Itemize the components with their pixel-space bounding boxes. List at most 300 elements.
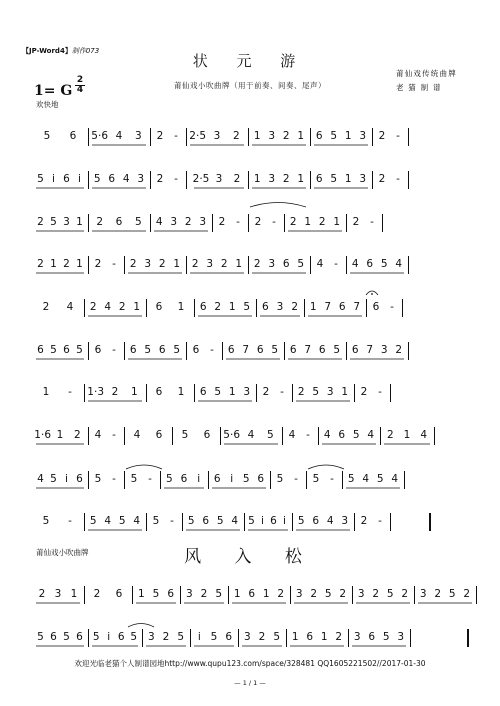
bar-line [282, 427, 283, 445]
note: 4 [155, 216, 163, 228]
note: 7 [242, 344, 250, 356]
note: 5 [271, 344, 279, 356]
bar-line [172, 427, 173, 445]
note: 4 [395, 258, 403, 270]
bar-line [284, 214, 285, 232]
note: 5 [352, 429, 360, 441]
bar-line [248, 128, 249, 146]
note: 1 [344, 173, 352, 185]
bar-line [84, 384, 85, 402]
note: 1·3 [87, 386, 105, 398]
note: 3 [397, 631, 405, 643]
note: 6 [227, 344, 235, 356]
bar-line [84, 513, 85, 531]
bar-line [182, 513, 183, 531]
note: - [112, 473, 116, 485]
note: 5 [380, 258, 388, 270]
note: 3 [353, 631, 361, 643]
note: 6 [63, 173, 70, 185]
key-signature: 1= G [34, 83, 73, 99]
bar-line [304, 299, 305, 317]
note: 3 [54, 588, 62, 600]
score-row [34, 515, 466, 545]
note: 5 [118, 515, 126, 527]
bar-line [318, 427, 319, 445]
note: - [210, 344, 214, 356]
note: 5 [50, 473, 57, 485]
bar-line [186, 171, 187, 189]
note: 1 [70, 588, 78, 600]
note: 5 [152, 515, 160, 527]
note: 4 [66, 301, 74, 313]
note: 1 [320, 631, 328, 643]
note: 1 [235, 258, 243, 270]
note: - [280, 386, 284, 398]
score-row [34, 473, 466, 503]
bar-line [408, 342, 409, 360]
note: 1 [177, 386, 185, 398]
note: 5 [297, 258, 305, 270]
note: i [65, 473, 68, 485]
note: 6 [315, 173, 323, 185]
note: 2 [162, 631, 170, 643]
note: 2 [200, 588, 208, 600]
note: 1 [304, 216, 312, 228]
note: 5 [248, 515, 255, 527]
bar-line [160, 471, 161, 489]
note: 6 [225, 631, 232, 643]
time-signature-bottom: 4 [76, 85, 84, 95]
note: 6 [129, 344, 137, 356]
note: 6 [203, 429, 211, 441]
note: 2 [89, 301, 97, 313]
header-tag-prefix: 【JP-Word4】 [22, 47, 72, 55]
bar-line [352, 586, 353, 604]
bar-line [284, 342, 285, 360]
note: 7 [366, 344, 374, 356]
note: 1 [56, 429, 64, 441]
bar-line [270, 471, 271, 489]
score-row [34, 173, 466, 203]
note: - [378, 386, 382, 398]
note: - [390, 301, 394, 313]
note: 5 [76, 344, 83, 356]
bar-line [88, 128, 89, 146]
bar-line [310, 171, 311, 189]
note: i [230, 473, 234, 485]
note: 2 [214, 301, 222, 313]
bar-line [88, 214, 89, 232]
bar-line [310, 256, 311, 274]
note: 4 [133, 515, 141, 527]
note: 5 [312, 386, 320, 398]
bar-line [142, 629, 143, 647]
note: 5 [210, 631, 218, 643]
bar-line [248, 171, 249, 189]
note: 5 [50, 344, 57, 356]
note: 1 [333, 216, 341, 228]
note: 4 [323, 429, 331, 441]
note: 4 [94, 429, 102, 441]
note: 2 [232, 130, 240, 142]
bar-line [354, 384, 355, 402]
note: 6 [167, 588, 174, 600]
note: - [396, 173, 400, 185]
note: 2 [291, 301, 298, 313]
note: - [334, 258, 338, 270]
note: 5 [266, 429, 274, 441]
score-row [34, 216, 466, 246]
note: 2 [111, 386, 119, 398]
note: 5 [50, 216, 57, 228]
note: 6 [366, 258, 374, 270]
note: 2 [156, 173, 164, 185]
note: 4 [362, 473, 370, 485]
note: 6 [155, 429, 163, 441]
note: 1 [76, 216, 83, 228]
note: 6 [117, 631, 125, 643]
note: 3 [268, 130, 276, 142]
bar-line [366, 299, 367, 317]
note: 2 [360, 386, 368, 398]
note: 4 [391, 473, 399, 485]
note: 3 [144, 258, 152, 270]
note: 4 [122, 173, 130, 185]
note: 3 [268, 258, 276, 270]
note: 1 [133, 301, 141, 313]
note: 5 [94, 473, 102, 485]
bar-line [208, 471, 209, 489]
note: 4 [104, 515, 112, 527]
note: 4 [133, 429, 141, 441]
note: 3 [215, 173, 223, 185]
note: 5 [173, 344, 181, 356]
note: 5 [181, 429, 189, 441]
bar-line [186, 256, 187, 274]
note: 1 [137, 588, 145, 600]
note: 2 [262, 386, 270, 398]
note: - [112, 429, 116, 441]
note: 4 [288, 429, 296, 441]
bar-line [346, 214, 347, 232]
bar-line [146, 513, 147, 531]
bar-line [180, 586, 181, 604]
bar-line [190, 629, 191, 647]
note: 2 [386, 429, 394, 441]
note: 5 [448, 588, 456, 600]
note: 1 [130, 386, 138, 398]
bar-line [150, 214, 151, 232]
note: - [68, 386, 72, 398]
note: 3 [147, 631, 155, 643]
note: 4 [351, 258, 359, 270]
note: 7 [324, 301, 332, 313]
bar-line [244, 513, 245, 531]
time-signature-top: 2 [76, 75, 84, 85]
song1-subtitle: 莆仙戏小吹曲牌（用于前奏、间奏、尾声） [174, 81, 326, 90]
bar-line [390, 513, 391, 531]
note: 2 [42, 301, 50, 313]
bar-line [186, 342, 187, 360]
note: 7 [304, 344, 312, 356]
bar-line [286, 629, 287, 647]
note: 4 [420, 429, 427, 441]
note: 5·6 [91, 130, 109, 142]
bar-line [146, 299, 147, 317]
bar-line [346, 256, 347, 274]
note: 3 [419, 588, 427, 600]
note: 6 [192, 344, 200, 356]
header-tag-suffix: 制作073 [71, 47, 100, 55]
note: 3 [295, 588, 303, 600]
note: 6 [261, 301, 269, 313]
bar-line [380, 427, 381, 445]
note: 5 [93, 173, 101, 185]
note: 4 [115, 130, 123, 142]
note: 1 [309, 301, 317, 313]
note: 2 [118, 301, 126, 313]
note: 2 [297, 386, 305, 398]
bar-line [410, 629, 411, 647]
note: 5·6 [223, 429, 241, 441]
note: 3 [380, 344, 388, 356]
note: 5 [273, 631, 280, 643]
note: 4 [37, 473, 44, 485]
note: 6 [115, 216, 123, 228]
score-row [34, 130, 466, 160]
note: 6 [315, 130, 323, 142]
note: - [170, 515, 174, 527]
song1-credit-source: 莆仙戏传统曲牌 [396, 69, 457, 78]
note: i [197, 631, 201, 643]
bar-line [354, 513, 355, 531]
note: 1·6 [34, 429, 52, 441]
note: 5 [89, 515, 97, 527]
bar-line [256, 384, 257, 402]
note: 6 [37, 344, 44, 356]
bar-line [194, 384, 195, 402]
note: 2 [191, 258, 199, 270]
note: 5 [63, 631, 70, 643]
note: 6 [202, 515, 210, 527]
note: 3 [341, 515, 349, 527]
bar-line [382, 214, 383, 232]
note: 5 [382, 631, 390, 643]
note: i [261, 515, 264, 527]
note: - [306, 429, 310, 441]
note: 5 [134, 216, 142, 228]
note: 5 [92, 631, 100, 643]
bar-line [372, 171, 373, 189]
note: 6 [306, 631, 314, 643]
note: 6 [69, 130, 77, 142]
note: 1 [341, 386, 349, 398]
bar-line [124, 342, 125, 360]
note: 5 [37, 631, 44, 643]
note: 1 [344, 130, 352, 142]
note: 6 [199, 301, 207, 313]
note: 6 [289, 344, 297, 356]
bar-line [88, 427, 89, 445]
bar-line [256, 299, 257, 317]
bar-line [220, 427, 221, 445]
note: i [107, 631, 111, 643]
note: 6 [108, 173, 116, 185]
bar-line [404, 471, 405, 489]
note: 5 [312, 473, 320, 485]
note: 2 [339, 588, 347, 600]
bar-line [414, 586, 415, 604]
note: 2 [372, 588, 380, 600]
note: 6 [372, 301, 380, 313]
bar-line [124, 471, 125, 489]
note: 3 [134, 130, 142, 142]
note: 6 [50, 631, 57, 643]
score-row [34, 386, 466, 416]
note: 2 [93, 588, 101, 600]
note: - [68, 515, 72, 527]
note: 6 [338, 301, 346, 313]
note: 1 [50, 258, 57, 270]
note: 2 [395, 344, 403, 356]
note: 6 [180, 473, 188, 485]
note: 5 [130, 473, 138, 485]
note: 2·5 [192, 173, 210, 185]
note: 2 [73, 429, 81, 441]
note: 6 [155, 301, 163, 313]
note: i [197, 473, 201, 485]
note: 5 [347, 473, 355, 485]
note: 6 [312, 515, 320, 527]
note: 3 [206, 258, 214, 270]
note: 1 [177, 301, 185, 313]
note: - [174, 130, 178, 142]
note: 6 [213, 473, 221, 485]
note: 1 [233, 588, 241, 600]
note: 3 [276, 301, 284, 313]
note: - [148, 473, 152, 485]
note: 5 [42, 515, 50, 527]
bar-line [186, 128, 187, 146]
note: 3 [137, 173, 145, 185]
bar-line [88, 171, 89, 189]
note: 5 [297, 515, 305, 527]
note: 2 [352, 216, 360, 228]
bar-line [238, 629, 239, 647]
note: 5 [324, 588, 332, 600]
note: 1 [253, 130, 261, 142]
score-row [34, 429, 466, 459]
bar-line [408, 128, 409, 146]
note: 5 [144, 344, 152, 356]
bar-line [88, 629, 89, 647]
note: - [370, 216, 374, 228]
note: 6 [248, 588, 256, 600]
note: 4 [247, 429, 255, 441]
note: 1 [291, 631, 299, 643]
note: - [396, 130, 400, 142]
note: 4 [326, 515, 334, 527]
note: 6 [257, 473, 265, 485]
bar-line [124, 256, 125, 274]
bar-line [222, 342, 223, 360]
bar-line [402, 299, 403, 317]
note: 6 [351, 344, 359, 356]
note: 2 [318, 216, 326, 228]
bar-line [88, 342, 89, 360]
note: 2 [282, 173, 290, 185]
note: 3 [243, 386, 251, 398]
note: 2 [310, 588, 318, 600]
bar-line [310, 128, 311, 146]
note: - [112, 258, 116, 270]
note: 2 [378, 130, 386, 142]
score-row [34, 301, 466, 331]
note: 5 [376, 473, 384, 485]
page-number: — 1 / 1 — [234, 679, 266, 687]
note: 2 [277, 588, 285, 600]
bar-line [194, 299, 195, 317]
note: 2·5 [189, 130, 207, 142]
note: 6 [199, 386, 207, 398]
note: 5 [330, 130, 338, 142]
bar-line [342, 471, 343, 489]
note: 2 [282, 130, 290, 142]
bar-line [248, 214, 249, 232]
note: 4 [316, 258, 324, 270]
note: 1 [403, 429, 411, 441]
note: 2 [401, 588, 409, 600]
song1-title: 状 元 游 [192, 52, 308, 70]
song2-subtitle: 莆仙戏小吹曲牌 [36, 548, 89, 557]
note: 6 [158, 344, 166, 356]
note: 4 [231, 515, 239, 527]
note: 2 [96, 216, 103, 228]
note: - [378, 515, 382, 527]
bar-line [84, 586, 85, 604]
score-row [34, 258, 466, 288]
time-signature [74, 76, 86, 95]
note: 5 [386, 588, 394, 600]
note: 6 [368, 631, 376, 643]
note: 5 [214, 386, 222, 398]
note: 2 [378, 173, 386, 185]
note: 2 [233, 173, 241, 185]
note: 4 [104, 301, 112, 313]
note: 1 [297, 130, 305, 142]
note: 6 [76, 631, 83, 643]
note: 5 [130, 631, 138, 643]
bar-line [132, 586, 133, 604]
note: 3 [199, 216, 207, 228]
note: 5 [216, 515, 224, 527]
note: i [283, 515, 286, 527]
note: 5 [243, 301, 251, 313]
score-row [34, 631, 466, 661]
note: 2 [37, 216, 44, 228]
note: 5 [276, 473, 284, 485]
note: 6 [155, 386, 163, 398]
bar-line [348, 629, 349, 647]
note: 6 [63, 344, 70, 356]
note: 2 [220, 258, 228, 270]
bar-line [408, 171, 409, 189]
note: 5 [333, 344, 341, 356]
bar-line [248, 256, 249, 274]
note: - [236, 216, 240, 228]
note: 5 [215, 588, 222, 600]
score-row [34, 588, 471, 618]
